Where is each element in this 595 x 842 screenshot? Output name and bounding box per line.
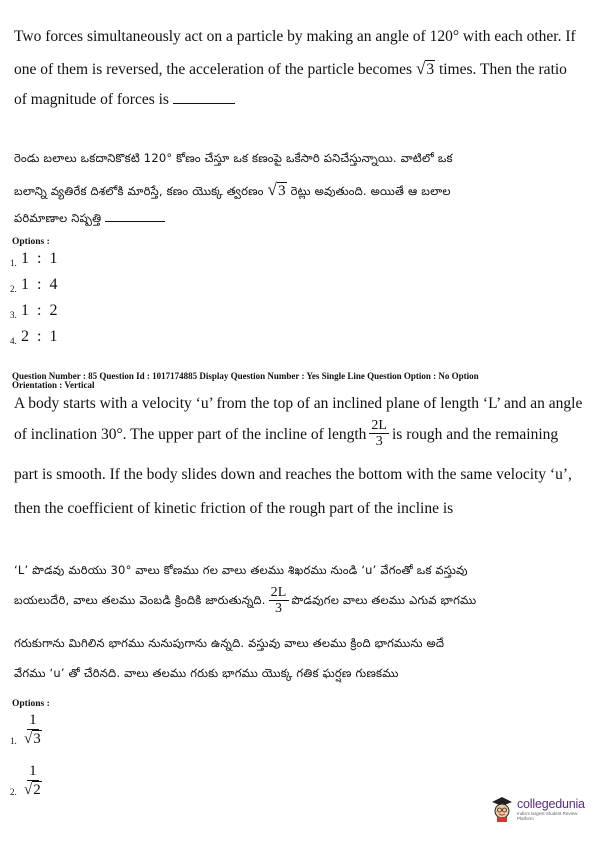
- options-label: Options :: [12, 699, 50, 709]
- q2-telugu-line1: ‘L’ పొడవు మరియు 30° వాలు కోణము గల వాలు తలము శిఖరము నుండి ‘u’ వేగంతో ఒక వస్తువు: [14, 563, 468, 577]
- q1-telugu-line3: పరిమాణాల నిష్పత్తి: [14, 211, 165, 228]
- q1-telugu-line2: బలాన్ని వ్యతిరేక దిశలోకి మారిస్తే, కణం యొక్క త్వరణం √3 రెట్లు అవుతుంది. అయితే ఆ బలాల: [14, 180, 451, 199]
- fraction-option: $\frac{1}{√2}$: [24, 763, 41, 798]
- option-2[interactable]: 2. 1 : 4: [10, 276, 60, 294]
- option-1[interactable]: 1. 1 : 1: [10, 250, 60, 268]
- q2-text-line2: of inclination 30°. The upper part of the incline of length $\frac{2L}{3}$ is rough and the remaining: [14, 418, 559, 450]
- answer-blank: [173, 102, 235, 104]
- option-3[interactable]: 3. 1 : 2: [10, 302, 60, 320]
- fraction-option: $\frac{1}{√3}$: [24, 712, 41, 747]
- q2-telugu-line4: వేగము ‘u’ తో చేరినది. వాలు తలము గరుకు భాగము యొక్క గతిక ఘర్షణ గుణకము: [14, 666, 399, 680]
- q2-text-line3: part is smooth. If the body slides down and reaches the bottom with the same velocity ‘u’,: [14, 466, 572, 483]
- q2-text-line1: A body starts with a velocity ‘u’ from the top of an inclined plane of length ‘L’ and an angle: [14, 395, 583, 412]
- answer-blank: [105, 220, 165, 222]
- q2-text-line4: then the coefficient of kinetic friction of the rough part of the incline is: [14, 500, 454, 517]
- sqrt-3: √3: [415, 59, 435, 78]
- options-label: Options :: [12, 237, 50, 247]
- q1-telugu-line1: రెండు బలాలు ఒకదానికొకటి 120° కోణం చేస్తూ ఒక కణంపై ఒకేసారి పనిచేస్తున్నాయి. వాటిలో ఒక: [14, 151, 453, 165]
- q1-text-line2: one of them is reversed, the acceleration of the particle becomes √3 times. Then the ratio: [14, 59, 567, 78]
- q2-telugu-line2: బయలుదేరి, వాలు తలము వెంబడి క్రిందికి జారుతున్నది. $\frac{2L}{3}$ పొడవుగల వాలు తలము ఎగువ భాగము: [14, 585, 477, 617]
- collegedunia-logo: [490, 789, 590, 829]
- q2-telugu-line3: గరుకుగాను మిగిలిన భాగము నునుపుగాను ఉన్నది. వస్తువు వాలు తలము క్రింది భాగమును అదే: [14, 636, 445, 650]
- question-meta-line1: Question Number : 85 Question Id : 1017174885 Display Question Number : Yes Single Line Question Option : No Option: [12, 371, 479, 381]
- q1-text-line3: of magnitude of forces is: [14, 91, 235, 109]
- graduate-mascot-icon: [490, 796, 514, 822]
- sqrt-3: √3: [267, 180, 286, 199]
- fraction-2L-over-3: $\frac{2L}{3}$: [371, 418, 387, 450]
- option-4[interactable]: 4. 2 : 1: [10, 328, 60, 346]
- fraction-2L-over-3: $\frac{2L}{3}$: [270, 585, 287, 617]
- q1-text-line1: Two forces simultaneously act on a particle by making an angle of 120° with each other. If: [14, 28, 576, 45]
- logo-wordmark: collegedunia: [517, 797, 585, 811]
- option-2[interactable]: 2. $\frac{1}{√2}$: [10, 763, 41, 798]
- option-1[interactable]: 1. $\frac{1}{√3}$: [10, 712, 41, 747]
- logo-tagline: India's largest Student Review Platform: [517, 811, 578, 821]
- question-meta-line2: Orientation : Vertical: [12, 380, 95, 390]
